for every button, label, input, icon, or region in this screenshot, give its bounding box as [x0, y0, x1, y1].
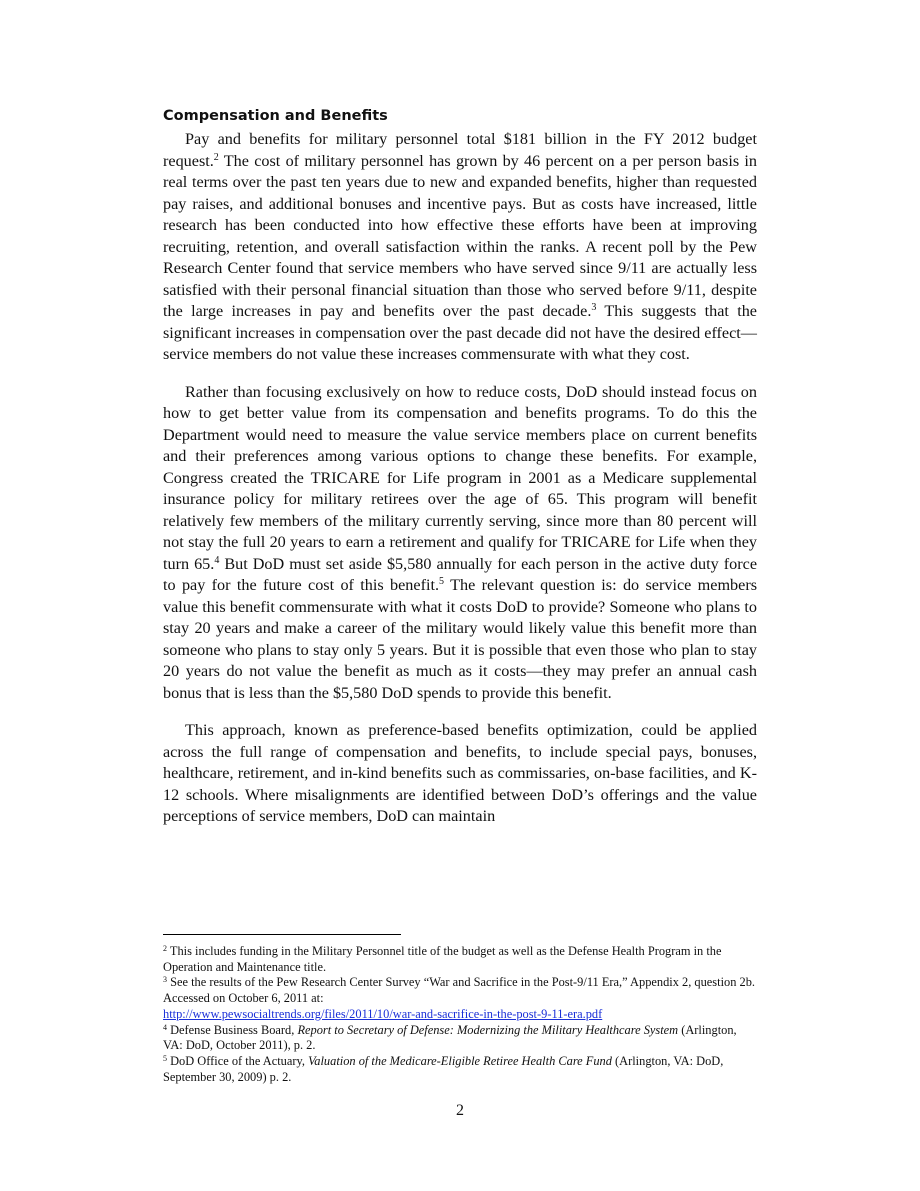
footnote-text: (Arlington, VA: DoD, September 30, 2009) p. 2.: [163, 1053, 724, 1084]
footnotes: [163, 944, 757, 1085]
pew-survey-link[interactable]: http://www.pewsocialtrends.org/files/2011/10/war-and-sacrifice-in-the-post-9-11-era.pdf: [163, 1006, 603, 1021]
footnote-number: 4: [163, 1022, 167, 1032]
page-number: 2: [456, 1102, 464, 1119]
footnote-text: This includes funding in the Military Personnel title of the budget as well as the Defense Health Program in the Operation and Maintenance title.: [163, 944, 722, 974]
footnote-ref[interactable]: 3: [591, 302, 597, 313]
footnote-text: Defense Business Board,: [170, 1022, 298, 1037]
paragraph-text: But DoD must set aside $5,580 annually for each person in the active duty force to pay for the future cost of this benefit.: [163, 554, 757, 594]
footnote-ref[interactable]: 2: [213, 151, 219, 163]
footnote-number: 5: [163, 1053, 167, 1063]
footnote-2: [163, 944, 757, 975]
footnote-text: (Arlington, VA: DoD, October 2011), p. 2.: [163, 1022, 737, 1053]
paragraph-text: The cost of military personnel has grown by 46 percent on a per person basis in real terms over the past ten years due to new and expanded benefits, higher than requested pay raises, and additional bonuses and incentive pays. But as costs have increased, little research has been conducted into how effective these efforts have been at improving recruiting, retention, and overall satisfaction within the ranks. A recent poll by the Pew Research Center found that service members who have served since 9/11 are actually less satisfied with their personal financial situation than those who served before 9/11, despite the large increases in pay and benefits over the past decade.: [163, 151, 757, 320]
footnote-4: [163, 1023, 757, 1054]
paragraph-text: Pay and benefits for military personnel total $181 billion in the FY 2012 budget request.: [163, 130, 757, 170]
paragraph-1: [163, 129, 757, 366]
paragraph-3: [163, 720, 757, 828]
footnote-number: 2: [163, 944, 167, 953]
footnote-ref[interactable]: 5: [439, 576, 445, 587]
footnote-ref[interactable]: 4: [214, 554, 220, 566]
footnote-divider: [163, 934, 401, 935]
paragraph-text: Rather than focusing exclusively on how to reduce costs, DoD should instead focus on how to get better value from its compensation and benefits programs. To do this the Department would need to measure the value service members place on current benefits and their preferences among various options to change these benefits. For example, Congress created the TRICARE for Life program in 2001 as a Medicare supplemental insurance policy for military retirees over the age of 65. This program will benefit relatively few members of the military currently serving, since more than 80 percent will not stay the full 20 years to earn a retirement and qualify for TRICARE for Life when they turn 65.: [163, 382, 757, 573]
section-heading: Compensation and Benefits: [163, 108, 388, 124]
paragraph-2: [163, 382, 757, 705]
footnote-5: [163, 1054, 757, 1085]
footnote-title: Report to Secretary of Defense: Modernizing the Military Healthcare System: [297, 1022, 679, 1037]
footnote-number: 3: [163, 975, 167, 985]
footnote-text: See the results of the Pew Research Center Survey “War and Sacrifice in the Post-9/11 Era,” Appendix 2, question 2b. Accessed on October 6, 2011 at:: [163, 975, 755, 1006]
paragraph-text: This approach, known as preference-based benefits optimization, could be applied across the full range of compensation and benefits, to include special pays, bonuses, healthcare, retirement, and in-kind benefits such as commissaries, on-base facilities, and K-12 schools. Where misalignments are identified between DoD’s offerings and the value perceptions of service members, DoD can maintain: [163, 721, 757, 825]
footnote-text: DoD Office of the Actuary,: [170, 1053, 309, 1068]
footnote-3: [163, 975, 757, 1022]
paragraph-text: This suggests that the significant increases in compensation over the past decade did not have the desired effect—service members do not value these increases commensurate with what they cost.: [163, 302, 757, 363]
paragraph-text: The relevant question is: do service members value this benefit commensurate with what it costs DoD to provide? Someone who plans to stay 20 years and make a career of the military would likely value this benefit more than someone who plans to stay only 5 years. But it is possible that even those who plan to stay 20 years do not value the benefit as much as it costs—they may prefer an annual cash bonus that is less than the $5,580 DoD spends to provide this benefit.: [163, 576, 758, 702]
body-text: [163, 129, 757, 844]
footnote-title: Valuation of the Medicare-Eligible Retiree Health Care Fund: [308, 1053, 612, 1068]
